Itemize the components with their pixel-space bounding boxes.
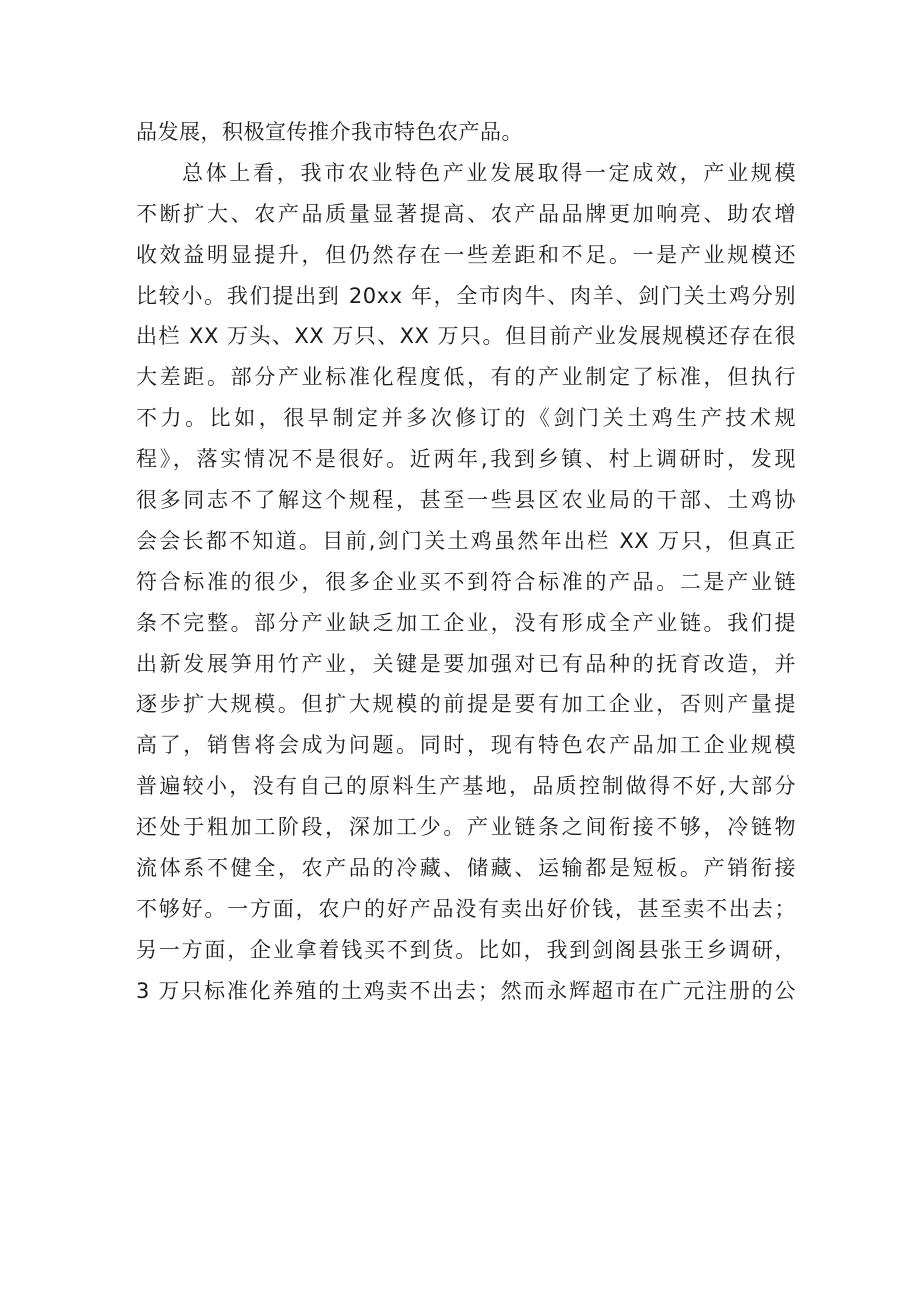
paragraph-line: 很多同志不了解这个规程，甚至一些县区农业局的干部、土鸡协 (136, 488, 796, 513)
paragraph-line: 会会长都不知道。目前,剑门关土鸡虽然年出栏 XX 万只，但真正 (136, 528, 796, 553)
body-text (136, 112, 796, 1012)
paragraph-line: 高了，销售将会成为问题。同时，现有特色农产品加工企业规模 (136, 733, 796, 758)
paragraph-line: 大差距。部分产业标准化程度低，有的产业制定了标准，但执行 (136, 365, 796, 390)
paragraph-line: 品发展，积极宣传推介我市特色农产品。 (136, 120, 523, 144)
paragraph-line: 比较小。我们提出到 20xx 年，全市肉牛、肉羊、剑门关土鸡分别 (136, 283, 796, 308)
paragraph-line: 程》，落实情况不是很好。近两年,我到乡镇、村上调研时，发现 (136, 447, 796, 472)
paragraph-line: 另一方面，企业拿着钱买不到货。比如，我到剑阁县张王乡调研， (136, 937, 796, 962)
paragraph-line: 不够好。一方面，农户的好产品没有卖出好价钱，甚至卖不出去； (136, 896, 796, 921)
paragraph-line: 还处于粗加工阶段，深加工少。产业链条之间衔接不够，冷链物 (136, 815, 796, 840)
paragraph-line: 普遍较小，没有自己的原料生产基地，品质控制做得不好,大部分 (136, 774, 796, 799)
paragraph-line: 出新发展笋用竹产业，关键是要加强对已有品种的抚育改造，并 (136, 651, 796, 676)
paragraph-line: 总体上看，我市农业特色产业发展取得一定成效，产业规模 (182, 160, 796, 185)
paragraph-line: 符合标准的很少，很多企业买不到符合标准的产品。二是产业链 (136, 569, 796, 594)
paragraph-line: 不力。比如，很早制定并多次修订的《剑门关土鸡生产技术规 (136, 406, 796, 431)
paragraph-line: 逐步扩大规模。但扩大规模的前提是要有加工企业，否则产量提 (136, 692, 796, 717)
paragraph-line: 条不完整。部分产业缺乏加工企业，没有形成全产业链。我们提 (136, 610, 796, 635)
paragraph-line: 出栏 XX 万头、XX 万只、XX 万只。但目前产业发展规模还存在很 (136, 324, 796, 349)
paragraph-line: 流体系不健全，农产品的冷藏、储藏、运输都是短板。产销衔接 (136, 856, 796, 881)
paragraph-line: 不断扩大、农产品质量显著提高、农产品品牌更加响亮、助农增 (136, 201, 796, 226)
paragraph-line: 3 万只标准化养殖的土鸡卖不出去；然而永辉超市在广元注册的公 (136, 978, 796, 1003)
paragraph-line: 收效益明显提升，但仍然存在一些差距和不足。一是产业规模还 (136, 242, 796, 267)
